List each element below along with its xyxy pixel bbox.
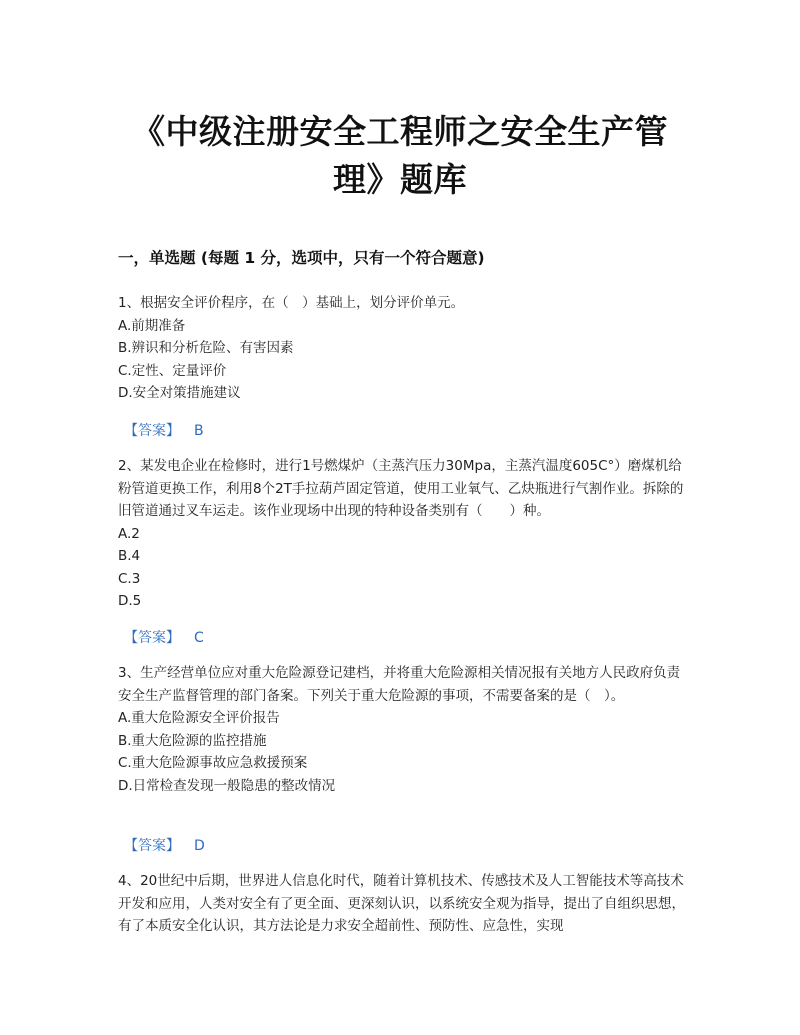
option-b: B.重大危险源的监控措施 [118,732,267,749]
answer-label: 【答案】 [124,423,180,439]
question-2 [118,455,688,613]
option-a: A.前期准备 [118,317,186,334]
option-c: C.定性、定量评价 [118,362,227,379]
option-b: B.4 [118,548,141,564]
question-3 [118,662,688,797]
option-c: C.3 [118,570,141,587]
option-c: C.重大危险源事故应急救援预案 [118,755,308,771]
question-stem: 1、根据安全评价程序，在（ ）基础上，划分评价单元。 [118,295,465,311]
answer-1 [124,420,204,440]
document-title [100,108,700,204]
answer-value: C [194,630,204,646]
option-d: D.安全对策措施建议 [118,385,241,401]
answer-label: 【答案】 [124,838,180,854]
option-a: A.重大危险源安全评价报告 [118,710,280,726]
question-1 [118,292,688,405]
option-d: D.5 [118,593,142,609]
option-b: B.辨识和分析危险、有害因素 [118,340,294,356]
question-stem: 2、某发电企业在检修时，进行1号燃煤炉（主蒸汽压力30Mpa，主蒸汽温度605C°）磨煤机给粉管道更换工作，利用8个2T手拉葫芦固定管道，使用工业氧气、乙炔瓶进行气割作业。拆除的旧管道通过叉车运走。该作业现场中出现的特种设备类别有（ ）种。 [118,458,684,519]
option-a: A.2 [118,525,140,542]
section-heading: 一，单选题 (每题 1 分，选项中，只有一个符合题意) [118,249,485,267]
answer-value: D [194,838,205,854]
question-stem: 3、生产经营单位应对重大危险源登记建档，并将重大危险源相关情况报有关地方人民政府负责安全生产监督管理的部门备案。下列关于重大危险源的事项，不需要备案的是（ ）。 [118,665,681,704]
title-line-1: 《中级注册安全工程师之安全生产管 [132,112,668,151]
question-4 [118,870,688,938]
title-line-2: 理》题库 [333,160,467,199]
question-stem: 4、20世纪中后期，世界进人信息化时代，随着计算机技术、传感技术及人工智能技术等高技术开发和应用，人类对安全有了更全面、更深刻认识，以系统安全观为指导，提出了自组织思想，有了本质安全化认识，其方法论是力求安全超前性、预防性、应急性，实现 [118,873,685,934]
answer-value: B [194,423,204,439]
option-d: D.日常检查发现一般隐患的整改情况 [118,777,336,794]
answer-label: 【答案】 [124,630,180,646]
answer-3 [124,835,205,855]
answer-2 [124,627,204,647]
